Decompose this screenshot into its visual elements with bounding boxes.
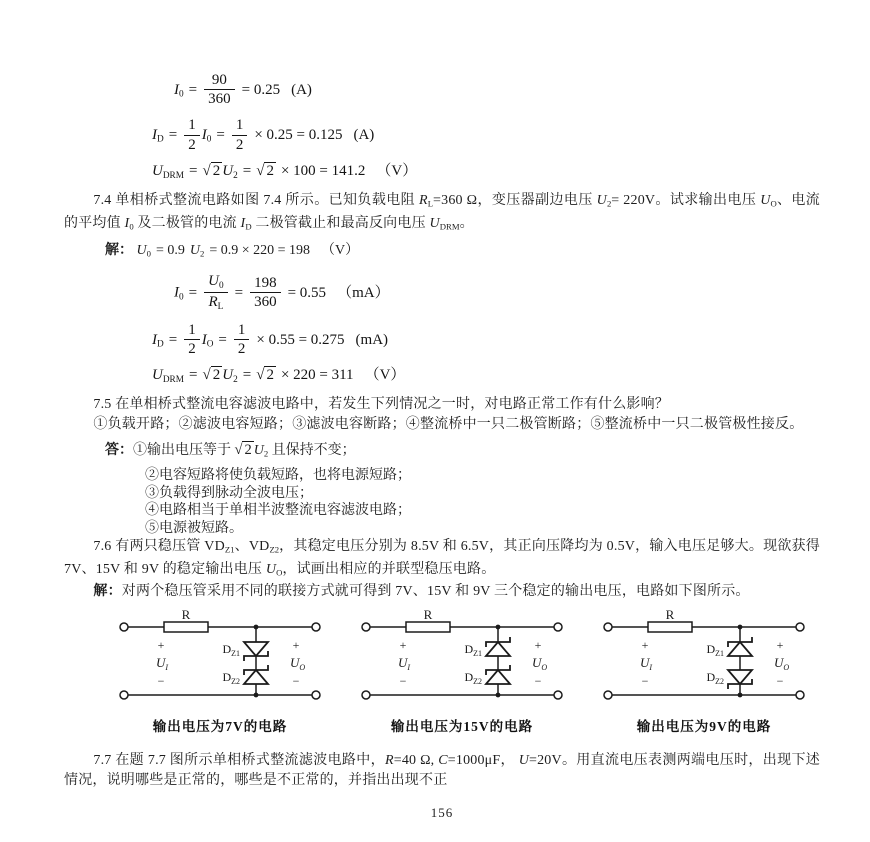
math-var: U (253, 443, 264, 459)
circuit-15v (346, 609, 578, 735)
answer-7-5-item-3: ③负载得到脉动全波电压； (145, 485, 313, 501)
input-plus: + (641, 638, 649, 653)
dz1-label: $D_{Z1}$ (222, 642, 240, 659)
math-unit: （mA） (337, 284, 390, 301)
math-var: U (222, 162, 234, 179)
resistor-symbol (406, 622, 450, 632)
math-var: U (136, 243, 147, 259)
answer-7-5 (64, 439, 820, 537)
math-var: U (429, 215, 440, 231)
math-unit: (A) (353, 127, 375, 144)
section-7-6 (64, 537, 820, 601)
junction-dot (738, 625, 743, 630)
output-voltage-label: $U_O$ (290, 655, 306, 673)
math-sub: 0 (179, 89, 184, 100)
solution-7-4-lead: 解： $U_0 = 0.9$ $U_2 = 0.9 \times 220 = 198$ （V） (105, 243, 360, 259)
math-op: = (189, 162, 198, 179)
answer-label: 答： (105, 443, 133, 459)
dz1-label: $D_{Z1}$ (464, 642, 482, 659)
fraction: $\frac{1}{2}$ (184, 322, 200, 357)
math-op: = (168, 127, 178, 144)
math-var: U (152, 367, 163, 383)
device-name: VD (204, 539, 225, 555)
math-sub: 2 (233, 170, 238, 181)
device-name: VD (248, 539, 270, 555)
input-plus: + (157, 638, 165, 653)
output-minus: − (534, 674, 542, 689)
zener-dz1-cathode-down (244, 642, 268, 656)
resistor-symbol (648, 622, 692, 632)
output-minus: − (292, 674, 300, 689)
page-number: 156 (430, 805, 454, 821)
math-var: U (596, 193, 607, 209)
math-result: × 0.55 = 0.275 (256, 331, 345, 348)
math-unit: （V） (364, 367, 406, 383)
radical: √ 2 (234, 442, 252, 459)
problem-7-5-options: ①负载开路；②滤波电容短路；③滤波电容断路；④整流桥中一只二极管断路；⑤整流桥中一只二极管极性接反。 (93, 417, 804, 433)
output-plus: + (776, 638, 784, 653)
formula-udrm (152, 163, 820, 181)
answer-7-5-item-1: 答：①输出电压等于 √ 2 $U_2$ 且保持不变； (105, 439, 820, 465)
math-unit: （V） (376, 162, 418, 179)
math-var: I (124, 215, 130, 231)
terminal (312, 623, 320, 631)
junction-dot (496, 693, 501, 698)
math-unit: (A) (291, 81, 312, 98)
fraction: $\frac{U_0}{R_L}$ (204, 273, 228, 312)
math-var: I (152, 331, 157, 348)
terminal (362, 623, 370, 631)
junction-dot (254, 693, 259, 698)
output-voltage-label: $U_O$ (532, 655, 548, 673)
zener-dz2-cathode-up (244, 670, 268, 684)
formula-block-7-4 (64, 273, 820, 385)
zener-dz2-cathode-down (728, 670, 752, 684)
resistor-label: R (423, 609, 433, 623)
zener-dz2-cathode-up (486, 670, 510, 684)
circuit-7v-diagram (104, 609, 336, 713)
math-op: = (242, 162, 252, 179)
figure-row (104, 609, 820, 735)
math-var: I (201, 127, 207, 144)
math-op: = (216, 127, 225, 144)
input-minus: − (157, 674, 165, 689)
math-var: C (438, 753, 448, 769)
circuit-15v-diagram (346, 609, 578, 713)
input-voltage-label: $U_I$ (640, 655, 653, 673)
answer-7-5-item-2: ②电容短路将使负载短路，也将电源短路； (145, 468, 411, 484)
math-var: R (384, 753, 394, 769)
radical: √ 2 (202, 162, 221, 179)
resistor-symbol (164, 622, 208, 632)
math-var: I (174, 284, 179, 301)
math-sub: DRM (162, 170, 185, 181)
terminal (554, 691, 562, 699)
solution-label: 解： (93, 584, 122, 600)
zener-dz1-cathode-up (728, 642, 752, 656)
radical: √ 2 (256, 162, 274, 179)
math-var: I (201, 331, 207, 348)
zener-dz1-cathode-up (486, 642, 510, 656)
output-voltage-label: $U_O$ (774, 655, 790, 673)
solution-label: 解： (105, 243, 133, 259)
answer-7-5-item-5: ⑤电源被短路。 (145, 520, 243, 536)
dz2-label: $D_{Z2}$ (222, 670, 240, 687)
terminal (120, 623, 128, 631)
fraction: $\frac{1}{2}$ (232, 117, 248, 152)
math-var: U (265, 561, 277, 577)
radical: √ 2 (202, 367, 221, 383)
input-plus: + (399, 638, 407, 653)
output-plus: + (534, 638, 542, 653)
dz1-label: $D_{Z1}$ (706, 642, 724, 659)
circuit-9v-caption: 输出电压为9V的电路 (636, 719, 772, 735)
junction-dot (738, 693, 743, 698)
fraction: $\frac{90}{360}$ (204, 72, 235, 107)
math-var: I (174, 81, 179, 98)
math-var: I (152, 127, 157, 144)
input-minus: − (641, 674, 649, 689)
input-minus: − (399, 674, 407, 689)
terminal (120, 691, 128, 699)
resistor-label: R (181, 609, 191, 623)
circuit-15v-caption: 输出电压为15V的电路 (390, 719, 534, 735)
math-op: = (188, 81, 198, 98)
terminal (362, 691, 370, 699)
problem-7-4-text: 7.4 单相桥式整流电路如图 7.4 所示。已知负载电阻 $R_L=360$ Ω，变压器副边电压 $U_2= 220V$。试求输出电压 $U_O$、电流的平均值 $I_0$ 及二极管的电流 $I_D$ 二极管截止和最高反向电压 $U_{DRM}$。 (64, 193, 820, 232)
math-unit: (mA) (355, 331, 389, 348)
terminal (312, 691, 320, 699)
formula-id-74: $I_D$ = $\frac{1}{2}$ $I_O$ = $\frac{1}{2}$ × 0.55 = 0.275 (mA) (152, 321, 389, 357)
fraction: $\frac{1}{2}$ (184, 117, 200, 152)
math-var: U (222, 367, 234, 383)
junction-dot (254, 625, 259, 630)
radical: √ 2 (256, 367, 274, 383)
fraction: $\frac{198}{360}$ (250, 275, 281, 310)
math-result: × 220 = 311 (280, 367, 354, 383)
resistor-label: R (665, 609, 675, 623)
terminal (796, 623, 804, 631)
output-plus: + (292, 638, 300, 653)
math-result: = 0.25 (241, 81, 281, 98)
math-result: × 100 = 141.2 (280, 162, 366, 179)
circuit-9v (588, 609, 820, 735)
junction-dot (496, 625, 501, 630)
math-var: U (518, 753, 530, 769)
input-voltage-label: $U_I$ (398, 655, 411, 673)
terminal (604, 623, 612, 631)
formula-i0-74: $I_0$ = $\frac{U_0}{R_L}$ = $\frac{198}{360}$ = 0.55 （mA） (174, 273, 390, 312)
terminal (554, 623, 562, 631)
formula-block-top (64, 72, 820, 181)
math-sub: 0 (206, 135, 212, 146)
output-minus: − (776, 674, 784, 689)
problem-7-5-text: 7.5 在单相桥式整流电容滤波电路中，若发生下列情况之一时，对电路正常工作有什么影响？ (93, 397, 669, 413)
math-var: U (760, 193, 771, 209)
circuit-7v (104, 609, 336, 735)
math-var: R (418, 193, 428, 209)
math-result: × 0.25 = 0.125 (254, 127, 343, 144)
math-unit: （V） (321, 243, 360, 259)
formula-udrm-74: $U_{DRM}$ = √ 2 $U_2$ = √ 2 × 220 = 311 （V） (152, 367, 406, 385)
circuit-7v-caption: 输出电压为7V的电路 (152, 719, 288, 735)
answer-7-5-item-4: ④电路相当于单相半波整流电容滤波电路； (145, 503, 411, 519)
math-var: U (152, 162, 163, 179)
problem-7-6-text: 7.6 有两只稳压管 $VD_{Z1}$、$VD_{Z2}$，其稳定电压分别为 8.5V 和 6.5V，其正向压降均为 0.5V，输入电压足够大。现欲获得 7V、15V 和 9V 的稳定输出电压 $U_O$，试画出相应的并联型稳压电路。 (64, 539, 821, 578)
input-voltage-label: $U_I$ (156, 655, 169, 673)
math-var: I (240, 215, 246, 231)
math-sub: D (157, 135, 164, 146)
formula-i0 (174, 72, 820, 107)
math-var: U (189, 243, 200, 259)
problem-7-7-text: 7.7 在题 7.7 图所示单相桥式整流滤波电路中，R=40 Ω, C=1000μF， U=20V。用直流电压表测两端电压时，出现下述情况，说明哪些是正常的，哪些是不正常的，并指出出现不正 (64, 753, 821, 789)
math-result: = 0.55 (287, 284, 327, 301)
dz2-label: $D_{Z2}$ (464, 670, 482, 687)
solution-7-6-text: 解：对两个稳压管采用不同的联接方式就可得到 7V、15V 和 9V 三个稳定的输出电压，电路如下图所示。 (93, 584, 750, 600)
dz2-label: $D_{Z2}$ (706, 670, 724, 687)
terminal (604, 691, 612, 699)
terminal (796, 691, 804, 699)
fraction: $\frac{1}{2}$ (234, 322, 250, 357)
circuit-9v-diagram (588, 609, 820, 713)
formula-id (152, 117, 820, 152)
